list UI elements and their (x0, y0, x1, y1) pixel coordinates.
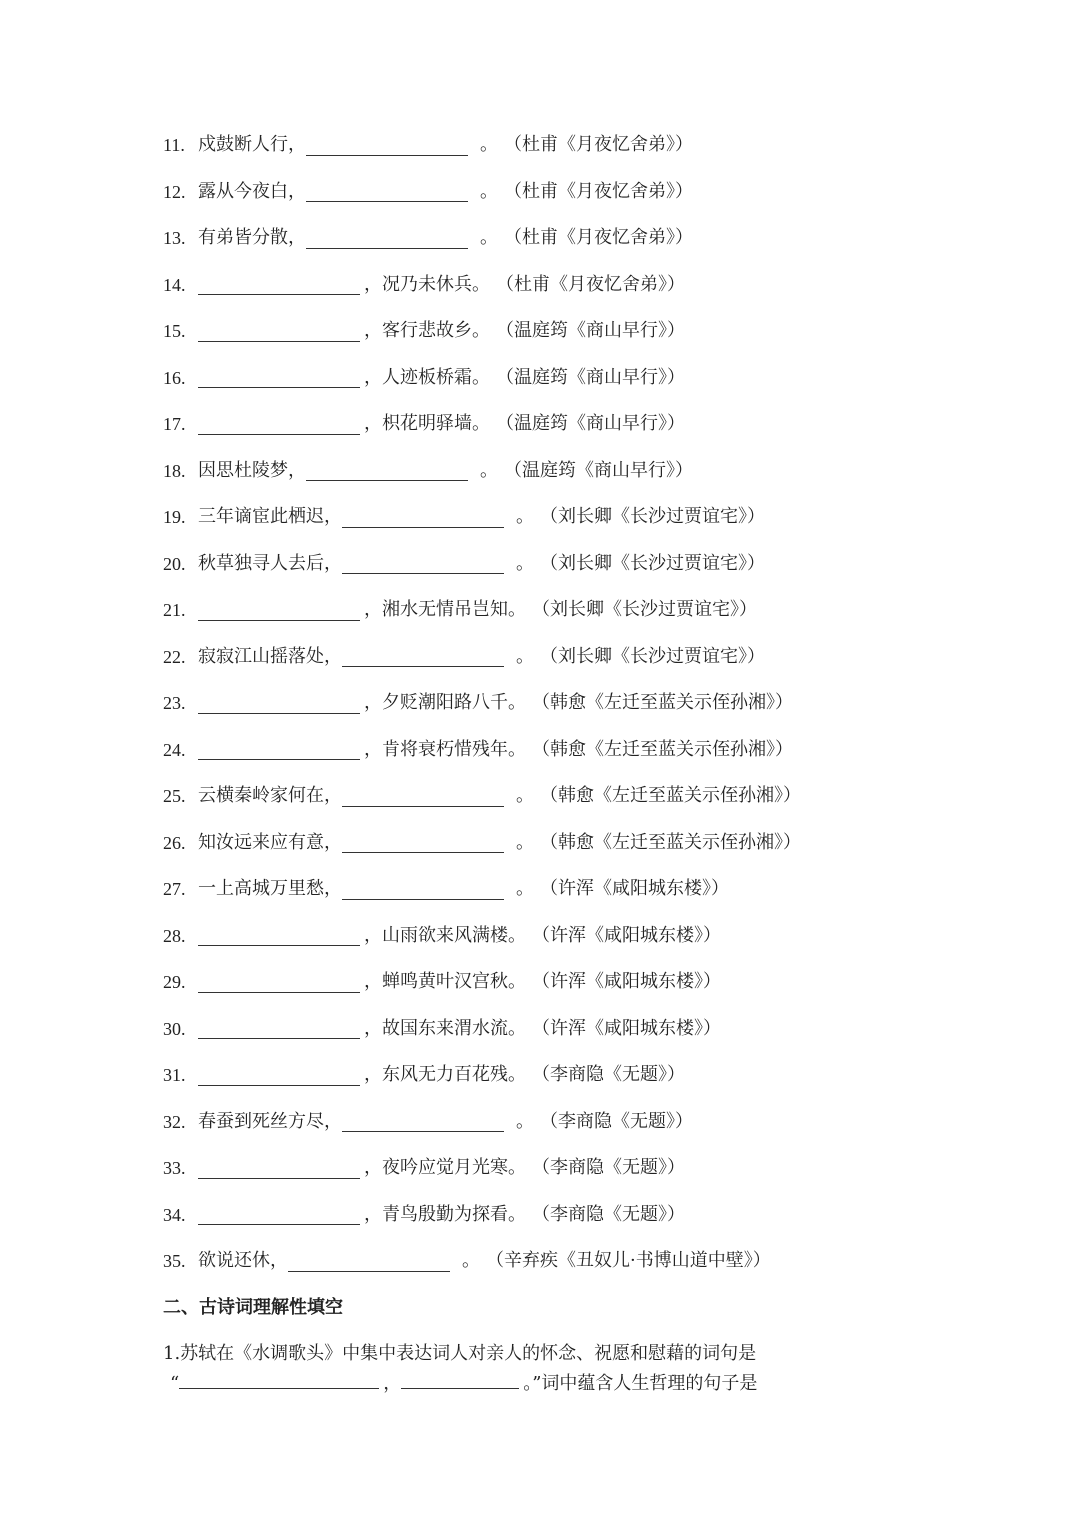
question-source: （杜甫《月夜忆舍弟》） (504, 180, 693, 202)
question-row (163, 456, 693, 486)
answer-blank[interactable] (198, 1158, 360, 1179)
answer-blank[interactable] (306, 181, 468, 202)
answer-blank[interactable] (198, 1065, 360, 1086)
question-text-after: ，夜吟应觉月光寒。 (364, 1157, 526, 1178)
answer-blank[interactable] (198, 1204, 360, 1225)
question-row (163, 177, 693, 207)
question-source: （温庭筠《商山早行》） (504, 459, 693, 481)
question-text-before: 有弟皆分散， (198, 227, 306, 248)
question-text-after: ，湘水无情吊岂知。 (364, 599, 526, 620)
question-number: 12. (163, 181, 186, 202)
question-row (163, 828, 801, 858)
answer-blank[interactable] (198, 414, 360, 435)
question-row (163, 781, 801, 811)
question-number: 17. (163, 414, 186, 434)
question-number: 32. (163, 1111, 186, 1132)
question-source: （李商隐《无题》） (532, 1203, 685, 1225)
open-quote: “ (170, 1373, 180, 1394)
question-end-punct: 。 (462, 1250, 480, 1271)
answer-blank[interactable] (198, 600, 360, 621)
question-row (163, 363, 685, 393)
question-row (163, 735, 793, 765)
question-number: 18. (163, 460, 186, 481)
question-end-punct: 。 (516, 645, 534, 667)
question-text-after: ，人迹板桥霜。 (364, 366, 490, 388)
answer-blank[interactable] (198, 1018, 360, 1039)
question-source: （韩愈《左迁至蓝关示侄孙湘》） (532, 738, 793, 760)
question-end-punct: 。 (516, 785, 534, 806)
question-row (163, 130, 693, 160)
question-text-after: ，蝉鸣黄叶汉宫秋。 (364, 971, 526, 992)
question-end-punct: 。 (516, 878, 534, 899)
answer-blank[interactable] (342, 507, 504, 528)
question-row (163, 1014, 721, 1044)
question-text-before: 知汝远来应有意， (198, 831, 342, 853)
question-source: （刘长卿《长沙过贾谊宅》） (540, 506, 765, 527)
comma: ， (383, 1373, 402, 1394)
question-end-punct: 。 (480, 180, 498, 202)
question-source: （许浑《咸阳城东楼》） (532, 1017, 721, 1039)
question-number: 29. (163, 972, 186, 992)
question-1-line-1: 1.苏轼在《水调歌头》中集中表达词人对亲人的怀念、祝愿和慰藉的词句是 (163, 1343, 757, 1364)
question-row (163, 874, 729, 904)
answer-blank[interactable] (342, 832, 504, 853)
question-source: （许浑《咸阳城东楼》） (532, 971, 721, 992)
question-number: 27. (163, 879, 186, 899)
question-source: （李商隐《无题》） (532, 1064, 685, 1085)
question-row (163, 316, 685, 346)
answer-blank[interactable] (198, 739, 360, 760)
question-text-after: ，东风无力百花残。 (364, 1064, 526, 1085)
question-end-punct: 。 (516, 831, 534, 853)
question-text-after: ，况乃未休兵。 (364, 273, 490, 295)
question-row (163, 502, 765, 532)
question-number: 35. (163, 1251, 186, 1271)
question-number: 20. (163, 553, 186, 574)
question-source: （刘长卿《长沙过贾谊宅》） (540, 552, 765, 574)
question-text-before: 欲说还休， (198, 1250, 288, 1271)
question-number: 14. (163, 274, 186, 295)
question-text-before: 戍鼓断人行， (198, 134, 306, 155)
question-number: 31. (163, 1065, 186, 1085)
question-source: （温庭筠《商山早行》） (496, 320, 685, 341)
question-text-before: 春蚕到死丝方尽， (198, 1110, 342, 1132)
question-row (163, 688, 793, 718)
question-text-before: 秋草独寻人去后， (198, 552, 342, 574)
question-number: 34. (163, 1204, 186, 1225)
question-row (163, 967, 721, 997)
question-number: 33. (163, 1158, 186, 1178)
answer-blank[interactable] (306, 135, 468, 156)
question-row (163, 921, 721, 951)
question-text-after: ，肯将衰朽惜残年。 (364, 738, 526, 760)
question-number: 19. (163, 507, 186, 527)
question-text-after: ，枳花明驿墙。 (364, 413, 490, 434)
question-source: （杜甫《月夜忆舍弟》） (504, 134, 693, 155)
question-row (163, 223, 693, 253)
answer-blank[interactable] (342, 1111, 504, 1132)
question-text-after: ，夕贬潮阳路八千。 (364, 692, 526, 713)
question-source: （许浑《咸阳城东楼》） (532, 924, 721, 946)
question-source: （辛弃疾《丑奴儿·书博山道中壁》） (486, 1250, 771, 1271)
question-1-line-2 (170, 1368, 757, 1399)
answer-blank[interactable] (288, 1251, 450, 1272)
answer-blank[interactable] (198, 274, 360, 295)
question-source: （温庭筠《商山早行》） (496, 366, 685, 388)
question-number: 26. (163, 832, 186, 853)
question-number: 24. (163, 739, 186, 760)
question-row (163, 409, 685, 439)
question-number: 22. (163, 646, 186, 667)
question-end-punct: 。 (480, 134, 498, 155)
answer-blank[interactable] (306, 460, 468, 481)
question-end-punct: 。 (516, 552, 534, 574)
question-text-before: 因思杜陵梦， (198, 459, 306, 481)
question-row (163, 1153, 685, 1183)
answer-blank[interactable] (198, 693, 360, 714)
question-text-before: 一上高城万里愁， (198, 878, 342, 899)
question-row (163, 1107, 693, 1137)
question-row (163, 1060, 685, 1090)
question-text-before: 三年谪宦此栖迟， (198, 506, 342, 527)
question-source: （温庭筠《商山早行》） (496, 413, 685, 434)
section-title: 二、古诗词理解性填空 (163, 1297, 343, 1318)
question-number: 16. (163, 367, 186, 388)
question-end-punct: 。 (480, 459, 498, 481)
question-number: 15. (163, 321, 186, 341)
question-source: （刘长卿《长沙过贾谊宅》） (540, 645, 765, 667)
question-source: （许浑《咸阳城东楼》） (540, 878, 729, 899)
question-row (163, 270, 685, 300)
answer-blank[interactable] (342, 786, 504, 807)
question-source: （韩愈《左迁至蓝关示侄孙湘》） (540, 831, 801, 853)
question-row (163, 595, 757, 625)
question-end-punct: 。 (516, 506, 534, 527)
answer-blank[interactable] (401, 1368, 519, 1389)
question-number: 30. (163, 1018, 186, 1039)
question-number: 23. (163, 693, 186, 713)
question-number: 13. (163, 228, 186, 248)
close-text: 。”词中蕴含人生哲理的句子是 (523, 1373, 758, 1394)
question-text-before: 寂寂江山摇落处， (198, 645, 342, 667)
question-end-punct: 。 (480, 227, 498, 248)
answer-blank[interactable] (306, 228, 468, 249)
question-source: （李商隐《无题》） (540, 1110, 693, 1132)
answer-blank[interactable] (342, 646, 504, 667)
question-source: （杜甫《月夜忆舍弟》） (496, 273, 685, 295)
question-end-punct: 。 (516, 1110, 534, 1132)
question-source: （刘长卿《长沙过贾谊宅》） (532, 599, 757, 620)
answer-blank[interactable] (198, 367, 360, 388)
question-number: 21. (163, 600, 186, 620)
answer-blank[interactable] (198, 925, 360, 946)
answer-blank[interactable] (198, 321, 360, 342)
answer-blank[interactable] (179, 1368, 379, 1389)
question-text-after: ，故国东来渭水流。 (364, 1017, 526, 1039)
question-source: （韩愈《左迁至蓝关示侄孙湘》） (532, 692, 793, 713)
question-text-before: 云横秦岭家何在， (198, 785, 342, 806)
answer-blank[interactable] (342, 879, 504, 900)
answer-blank[interactable] (342, 553, 504, 574)
question-source: （杜甫《月夜忆舍弟》） (504, 227, 693, 248)
question-number: 25. (163, 786, 186, 806)
question-text-after: ，青鸟殷勤为探看。 (364, 1203, 526, 1225)
question-row (163, 1200, 685, 1230)
question-number: 28. (163, 925, 186, 946)
question-number: 11. (163, 135, 185, 155)
question-source: （李商隐《无题》） (532, 1157, 685, 1178)
question-row (163, 549, 765, 579)
question-source: （韩愈《左迁至蓝关示侄孙湘》） (540, 785, 801, 806)
question-text-after: ，客行悲故乡。 (364, 320, 490, 341)
answer-blank[interactable] (198, 972, 360, 993)
question-text-before: 露从今夜白， (198, 180, 306, 202)
question-row (163, 642, 765, 672)
question-row (163, 1246, 771, 1276)
question-text-after: ，山雨欲来风满楼。 (364, 924, 526, 946)
